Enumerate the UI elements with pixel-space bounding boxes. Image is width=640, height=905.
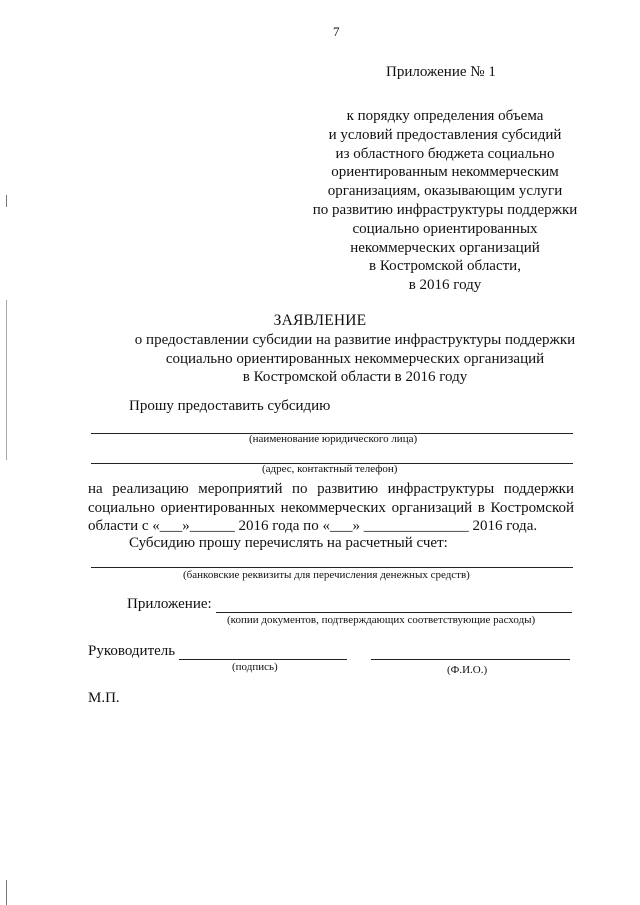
page-number: 7 bbox=[333, 24, 340, 39]
appendix-reference-line: некоммерческих организаций bbox=[350, 239, 540, 256]
appendix-reference-line: социально ориентированных bbox=[352, 220, 538, 237]
appendix-reference-line: к порядку определения объема bbox=[346, 108, 544, 124]
attachment-field[interactable] bbox=[216, 612, 572, 613]
attachment-label: Приложение: bbox=[127, 596, 212, 612]
appendix-reference bbox=[300, 107, 590, 295]
attachment-hint: (копии документов, подтверждающих соответствующие расходы) bbox=[227, 614, 536, 626]
appendix-reference-line: из областного бюджета социально bbox=[335, 145, 555, 162]
bank-details-hint: (банковские реквизиты для перечисления денежных средств) bbox=[183, 569, 470, 581]
purpose-line: социально ориентированных некоммерческих организаций в Костромской bbox=[88, 500, 574, 516]
appendix-reference-line: ориентированным некоммерческим bbox=[331, 164, 559, 181]
scan-edge-mark bbox=[6, 880, 7, 905]
appendix-reference-line: в 2016 году bbox=[408, 277, 482, 294]
stamp-label: М.П. bbox=[88, 690, 120, 706]
account-text: Субсидию прошу перечислять на расчетный счет: bbox=[129, 535, 448, 551]
appendix-reference-line: организациям, оказывающим услуги bbox=[327, 183, 563, 200]
appendix-reference-line: по развитию инфраструктуры поддержки bbox=[312, 201, 578, 218]
request-text: Прошу предоставить субсидию bbox=[129, 398, 331, 414]
address-hint: (адрес, контактный телефон) bbox=[262, 463, 398, 475]
scan-edge-mark bbox=[6, 195, 7, 207]
bank-details-field[interactable] bbox=[91, 567, 573, 568]
legal-entity-hint: (наименование юридического лица) bbox=[249, 433, 418, 445]
signature-hint: (подпись) bbox=[232, 661, 278, 673]
full-name-field[interactable] bbox=[371, 659, 570, 660]
document-subtitle-line: социально ориентированных некоммерческих организаций bbox=[165, 350, 545, 367]
purpose-line: на реализацию мероприятий по развитию инфраструктуры поддержки bbox=[88, 481, 574, 497]
period-line: области с «___»______ 2016 года по «___» ______________ 2016 года. bbox=[88, 518, 538, 534]
appendix-title: Приложение № 1 bbox=[386, 64, 496, 80]
full-name-hint: (Ф.И.О.) bbox=[447, 664, 488, 676]
head-label: Руководитель bbox=[88, 643, 176, 659]
document-title: ЗАЯВЛЕНИЕ bbox=[273, 312, 367, 329]
document-subtitle-line: о предоставлении субсидии на развитие инфраструктуры поддержки bbox=[134, 332, 576, 348]
appendix-reference-line: в Костромской области, bbox=[369, 258, 521, 275]
document-subtitle-line: в Костромской области в 2016 году bbox=[242, 369, 468, 385]
signature-field[interactable] bbox=[179, 659, 347, 660]
appendix-reference-line: и условий предоставления субсидий bbox=[328, 126, 562, 143]
document-subtitle bbox=[120, 331, 590, 387]
